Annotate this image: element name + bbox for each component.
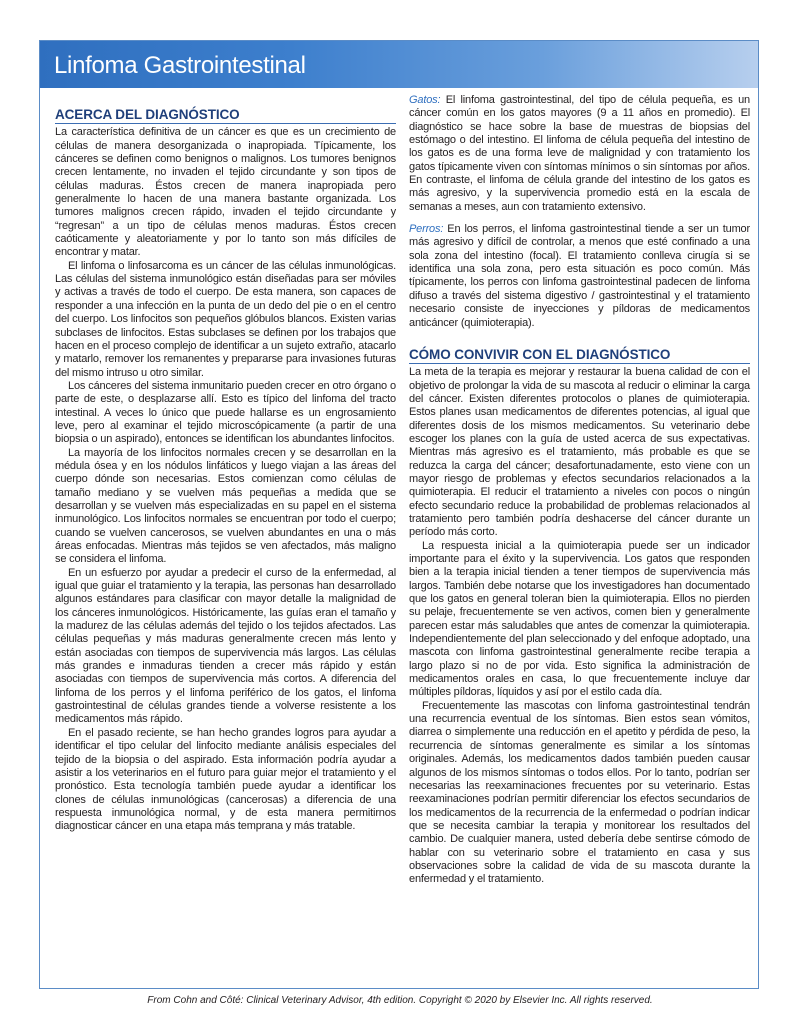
page-title: Linfoma Gastrointestinal — [54, 52, 306, 79]
footer-citation: From Cohn and Côté: Clinical Veterinary Advisor, 4th edition. Copyright © 2020 by Elsevier Inc. All rights reserved. — [147, 995, 653, 1006]
diagnosis-paragraph: Los cánceres del sistema inmunitario pueden crecer en otro órgano o parte de este, o desplazarse allí. Esto es típico del linfoma del tracto intestinal. A veces lo único que puede hallarse es un engrosamiento leve, pero al examinar el tejido microscópicamente (a partir de una biopsia o un aspirado), entonces se identifican los abundantes linfocitos. — [55, 379, 396, 446]
diagnosis-paragraph: En el pasado reciente, se han hecho grandes logros para ayudar a identificar el tipo celular del linfocito mediante análisis especiales del tejido de la biopsia o del aspirado. Esta información podría ayudar a asistir a los veterinarios en el futuro para guiar mejor el tratamiento y el pronóstico. Esta tecnología también puede ayudar a identificar los clones de células inmunológicas (cancerosas) a diferencia de una respuesta inmunológica normal, y de esta manera permitirnos diagnosticar cáncer en una etapa más temprana y más tratable. — [55, 726, 396, 833]
living-paragraph: La meta de la terapia es mejorar y restaurar la buena calidad de con el objetivo de prolongar la vida de su mascota al reducir o eliminar la carga del cáncer. Existen diferentes protocolos o planes de quimioterapia. Estos planes usan medicamentos de diferentes potencias, al igual que diferentes dosis de los mismos medicamentos. Su veterinario debe escoger los planes con la guía de usted acerca de sus expectativas. Mientras más agresivo es el tratamiento, más probable es que se reduzca la carga del cáncer; desafortunadamente, esto viene con un mayor riesgo de problemas y efectos secundarios relacionados a la quimioterapia. El reducir el tratamiento a niveles con pocos o ningún efecto secundario reduce la probabilidad de problemas relacionados al tratamiento pero también podría deshacerse del cáncer durante un período más corto. — [409, 366, 750, 539]
left-column — [55, 95, 396, 834]
living-paragraph: La respuesta inicial a la quimioterapia puede ser un indicador importante para el éxito y la supervivencia. Los gatos que responden bien a la terapia inicial tienden a tener tiempos de supervivencia más largos. También debe notarse que los investigadores han documentado que los gatos en general toleran bien la quimioterapia. Ellos no pierden su pelaje, frecuentemente se ven activos, comen bien y generalmente parecen estar más saludables que antes de comenzar la quimioterapia. Independientemente del plan seleccionado y del enfoque adoptado, una mascota con linfoma gastrointestinal generalmente recibe terapia a largo plazo si no de por vida. Esto significa la administración de medicamentos orales en casa, lo que frecuentemente incluye dar múltiples píldoras, líquidos y así por el estilo cada día. — [409, 539, 750, 699]
diagnosis-paragraph: El linfoma o linfosarcoma es un cáncer de las células inmunológicas. Las células del sistema inmunológico están diseñadas para ser móviles y activas a través de todo el cuerpo. De esta manera, son capaces de responder a una infección en la punta de un dedo del pie o en el centro del cuerpo. Los linfocitos son pequeños glóbulos blancos. Existen varias subclases de linfocitos. Estas subclases se definen por los trabajos que hacen en el proceso complejo de identificar a un sujeto extraño, atacarlo y matarlo, remover los remanentes y prepararse para invasiones futuras del mismo intruso u otro similar. — [55, 259, 396, 379]
cats-paragraph — [409, 94, 750, 214]
dogs-paragraph — [409, 223, 750, 330]
page-frame — [39, 40, 759, 989]
copyright-footer — [0, 995, 800, 1006]
diagnosis-paragraph: La característica definitiva de un cáncer es que es un crecimiento de células de manera desorganizada o inapropiada. Típicamente, los cánceres se definen como benignos o malignos. Los tumores benignos crecen lentamente, no invaden el tejido circundante y son tipos de células maduras. Éstos crecen de manera inapropiada pero generalmente lo hacen de una manera bastante organizada. Los tumores malignos crecen rápido, invaden el tejido circundante y “regresan” a un tipo de células menos maduras. Éstos crecen caóticamente y aleatoriamente y por lo tanto son más difíciles de encontrar y matar. — [55, 126, 396, 259]
dogs-text: En los perros, el linfoma gastrointestinal tiende a ser un tumor más agresivo y difícil de controlar, a menos que esté confinado a una sola zona del intestino (focal). El tratamiento conlleva cirugía si se identifica una sola zona, pero esta situación es poco común. Más típicamente, los perros con linfoma gastrointestinal padecen de linfoma difuso a través del sistema digestivo / gastrointestinal y el tratamiento necesario consiste de inyecciones y píldoras de medicamentos anticáncer (quimioterapia). — [409, 223, 750, 329]
dogs-label: Perros: — [409, 223, 444, 236]
title-banner — [40, 41, 758, 88]
living-paragraph: Frecuentemente las mascotas con linfoma gastrointestinal tendrán una recurrencia eventual de los síntomas. Bien estos sean vómitos, diarrea o simplemente una reducción en el apetito y pérdida de peso, la recurrencia de síntomas generalmente es similar a los síntomas originales. Además, los medicamentos dados también pueden causar algunos de los mismos síntomas o todos ellos. Por lo tanto, podrían ser necesarias las reexaminaciones frecuentes por su veterinario. Estas reexaminaciones podrían permitir diferenciar los efectos secundarios de los medicamentos de la recurrencia de la enfermedad o podrían indicar que se necesita cambiar la terapia y monitorear los resultados del cambio. De cualquier manera, usted debería debe sentirse cómodo de hablar con su veterinario sobre el tratamiento en casa y sus observaciones sobre la calidad de vida de su mascota durante la enfermedad y el tratamiento. — [409, 699, 750, 886]
living-heading: CÓMO CONVIVIR CON EL DIAGNÓSTICO — [409, 338, 750, 364]
diagnosis-heading: ACERCA DEL DIAGNÓSTICO — [55, 95, 396, 124]
right-column — [409, 94, 750, 887]
cats-text: El linfoma gastrointestinal, del tipo de célula pequeña, es un cáncer común en los gatos mayores (9 a 11 años en promedio). El diagnóstico se hace sobre la base de muestras de biopsias del estómago o del intestino. El linfoma de célula pequeña del intestino de los gatos es de una forma leve de malignidad y con tratamiento los gatos típicamente viven con síntomas mínimos o sin síntomas por años. En contraste, el linfoma de célula grande del intestino de los gatos es más agresivo, y la supervivencia promedio está en la escala de semanas a meses, aun con tratamiento extensivo. — [409, 94, 750, 213]
diagnosis-paragraph: En un esfuerzo por ayudar a predecir el curso de la enfermedad, al igual que guiar el tratamiento y la terapia, las personas han desarrollado algunos estándares para clasificar con mayor detalle la malignidad de los cánceres inmunológicos. Históricamente, las guías eran el tamaño y la madurez de las células además del tejido o los tejidos afectados. Las células pequeñas y más maduras generalmente crecen más lento y están asociadas con tiempos de supervivencia más largos. Las células más grandes e inmaduras tienden a crecer más rápido y están asociadas con tiempos de supervivencia más cortos. A diferencia del linfoma de los perros y el linfoma periférico de los gatos, el linfoma gastrointestinal de células grandes tiende a volverse resistente a los medicamentos más rápido. — [55, 566, 396, 726]
diagnosis-paragraph: La mayoría de los linfocitos normales crecen y se desarrollan en la médula ósea y en los nódulos linfáticos y luego viajan a las áreas del cuerpo dónde son necesarias. Estos comienzan como células de tamaño mediano y se vuelven más pequeñas a medida que se desarrollan y se vuelven más especializadas en su papel en el sistema inmunológico. Los linfocitos normales se encuentran por todo el cuerpo; cuando se vuelven cancerosos, se vuelven abundantes en una o más áreas enfocadas. Mientras más tejidos se ven afectados, más maligno se considera el linfoma. — [55, 446, 396, 566]
cats-label: Gatos: — [409, 94, 441, 106]
